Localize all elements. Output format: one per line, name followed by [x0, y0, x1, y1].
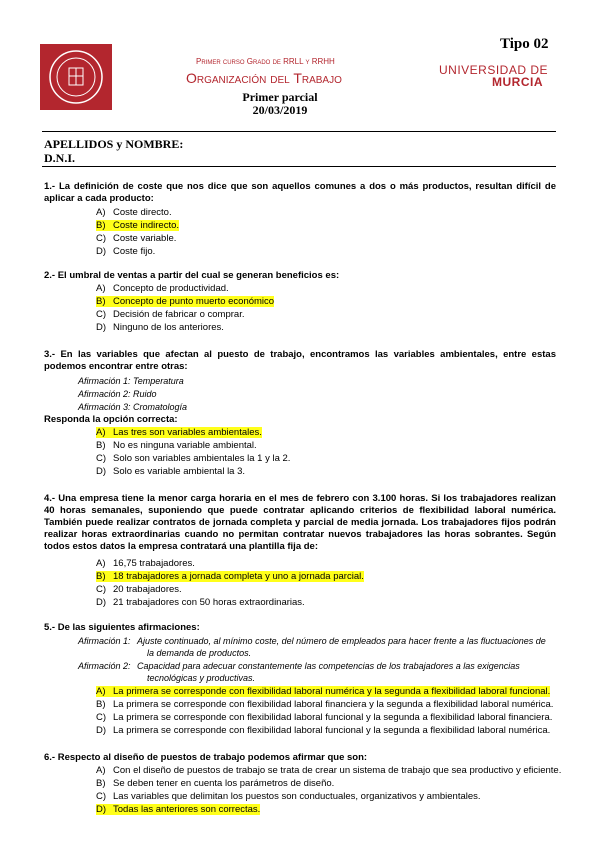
question-4: 4.- Una empresa tiene la menor carga horaria en el mes de febrero con 3.100 horas. Si los trabajadores realizan 40 horas semanales, suponiendo que puede contratar aplicando criterios de flexibilidad laboral numérica. También puede realizar contratos de jornada completa y parcial de media jornada. Los trabajadores fijos podrán realizar horas extraordinarias cuando no permitan contratar nuevos trabajadores las horas sobrantes. Según todos estos datos la empresa contratará una plantilla fija de: — [44, 493, 556, 552]
university-city: MURCIA — [492, 75, 543, 89]
statement-5-2-line2: tecnológicas y productivas. — [147, 673, 256, 683]
answer-prompt-3: Responda la opción correcta: — [44, 414, 178, 425]
option-1a: A) Coste directo. — [96, 207, 172, 218]
university-name: UNIVERSIDAD DE — [439, 63, 549, 77]
option-5d: D) La primera se corresponde con flexibilidad laboral funcional y la segunda a flexibilidad laboral numérica. — [96, 725, 551, 736]
question-2: 2.- El umbral de ventas a partir del cual se generan beneficios es: — [44, 270, 340, 281]
option-1d: D) Coste fijo. — [96, 246, 156, 257]
option-6c: C) Las variables que delimitan los puestos son conductuales, organizativos y ambientales. — [96, 791, 481, 802]
question-1: 1.- La definición de coste que nos dice que son aquellos comunes a dos o más productos, resultan difícil de aplicar a cada producto: — [44, 181, 556, 204]
option-5b: B) La primera se corresponde con flexibilidad laboral financiera y la segunda a flexibilidad laboral numérica. — [96, 699, 554, 710]
option-4b: B) 18 trabajadores a jornada completa y uno a jornada parcial. — [96, 571, 364, 582]
statement-5-1-line1: Ajuste continuado, al mínimo coste, del número de empleados para hacer frente a las fluctuaciones de — [137, 636, 546, 646]
university-seal-logo — [40, 44, 112, 110]
exam-date: 20/03/2019 — [252, 103, 308, 117]
dni-field: D.N.I. — [44, 151, 76, 165]
divider-bottom — [42, 166, 556, 167]
exam-name: Primer parcial — [242, 90, 318, 104]
option-2a: A) Concepto de productividad. — [96, 283, 229, 294]
option-2b: B) Concepto de punto muerto económico — [96, 296, 275, 307]
statement-3-1: Afirmación 1: Temperatura — [78, 376, 184, 386]
statement-5-1-label: Afirmación 1: — [78, 636, 131, 646]
option-4d: D) 21 trabajadores con 50 horas extraordinarias. — [96, 597, 305, 608]
option-2d: D) Ninguno de los anteriores. — [96, 322, 224, 333]
option-4a: A) 16,75 trabajadores. — [96, 558, 195, 569]
question-3: 3.- En las variables que afectan al puesto de trabajo, encontramos las variables ambientales, entre estas podemos encontrar entre otras: — [44, 349, 556, 372]
option-3d: D) Solo es variable ambiental la 3. — [96, 466, 246, 477]
option-3c: C) Solo son variables ambientales la 1 y la 2. — [96, 453, 291, 464]
option-6a: A) Con el diseño de puestos de trabajo se trata de crear un sistema de trabajo que sea productivo y eficiente. — [96, 765, 562, 776]
option-3b: B) No es ninguna variable ambiental. — [96, 440, 257, 451]
option-3a: A) Las tres son variables ambientales. — [96, 427, 262, 438]
name-field: APELLIDOS y NOMBRE: — [44, 137, 184, 151]
question-6: 6.- Respecto al diseño de puestos de trabajo podemos afirmar que son: — [44, 752, 368, 763]
option-1c: C) Coste variable. — [96, 233, 177, 244]
option-1b: B) Coste indirecto. — [96, 220, 180, 231]
statement-5-1-line2: la demanda de productos. — [147, 648, 252, 658]
option-6b: B) Se deben tener en cuenta los parámetros de diseño. — [96, 778, 335, 789]
option-5a: A) La primera se corresponde con flexibilidad laboral numérica y la segunda a flexibilidad laboral funcional. — [96, 686, 551, 697]
option-6d: D) Todas las anteriores son correctas. — [96, 804, 261, 815]
exam-title — [240, 91, 320, 117]
divider-top — [42, 131, 556, 132]
statement-5-2-label: Afirmación 2: — [78, 661, 131, 671]
option-2c: C) Decisión de fabricar o comprar. — [96, 309, 245, 320]
subject-title: Organización del Trabajo — [186, 70, 342, 86]
question-5: 5.- De las siguientes afirmaciones: — [44, 622, 200, 633]
option-4c: C) 20 trabajadores. — [96, 584, 182, 595]
statement-5-2-line1: Capacidad para adecuar constantemente las competencias de los trabajadores a las exigencias — [137, 661, 520, 671]
statement-3-2: Afirmación 2: Ruido — [78, 389, 157, 399]
option-5c: C) La primera se corresponde con flexibilidad laboral funcional y la segunda a flexibilidad laboral financiera. — [96, 712, 553, 723]
course-title: Primer curso Grado de RRLL y RRHH — [196, 57, 335, 66]
statement-3-3: Afirmación 3: Cromatología — [78, 402, 188, 412]
exam-type: Tipo 02 — [500, 36, 549, 52]
